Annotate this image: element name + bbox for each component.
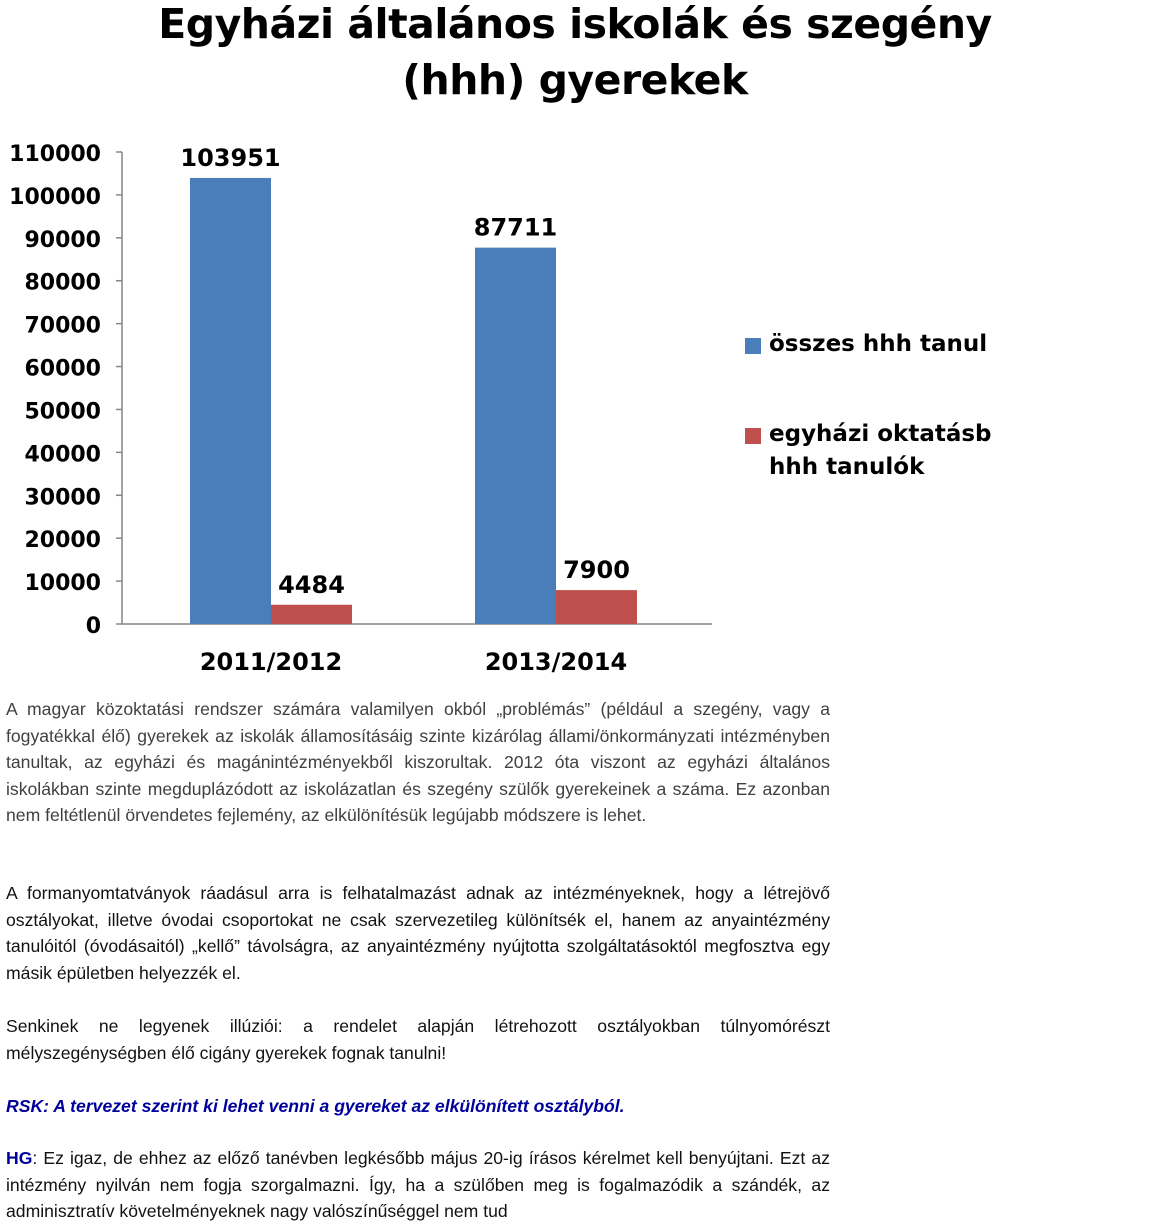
paragraph-intro-text: A magyar közoktatási rendszer számára valamilyen okból „problémás” (például a szegény, vagy a fogyatékkal élő) gyerekek az iskolák államosításáig szinte kizárólag állami/önkormányzati intézményben tanultak, az egyházi és magánintézményekből kiszorultak. 2012 óta viszont az egyházi általános iskolákban szinte megduplázódott az iskolázatlan és szegény szülők gyerekeinek a száma. Ez azonban nem feltétlenül örvendetes fejlemény, az elkülönítésük legújabb módszere is lehet. xyxy=(6,699,830,825)
paragraph-forms xyxy=(6,880,830,986)
y-tick-label: 90000 xyxy=(24,227,101,253)
paragraph-illusions xyxy=(6,1013,830,1066)
y-tick-label: 40000 xyxy=(24,442,101,468)
data-label: 7900 xyxy=(563,556,630,585)
y-tick-label: 10000 xyxy=(24,571,101,597)
speaker-hg: HG xyxy=(6,1148,33,1168)
legend-swatch-total xyxy=(745,338,761,354)
legend-item-total xyxy=(745,328,1069,361)
bar-total-0 xyxy=(190,178,271,624)
y-tick-label: 20000 xyxy=(24,528,101,554)
paragraph-forms-text: A formanyomtatványok ráadásul arra is felhatalmazást adnak az intézményeknek, hogy a létrejövő osztályokat, illetve óvodai csoportokat ne csak szervezetileg különítsék el, hanem az anyaintézmény tanulóitól (óvodásaitól) „kellő” távolságra, az anyaintézmény nyújtotta szolgáltatásoktól megfosztva egy másik épületben helyezzék el. xyxy=(6,883,830,983)
legend-item-church xyxy=(745,418,1069,484)
paragraph-hg-text xyxy=(6,1145,830,1225)
legend-swatch-church xyxy=(745,428,761,444)
x-category-label: 2013/2014 xyxy=(484,648,628,676)
y-tick-label: 0 xyxy=(85,614,101,639)
legend-label-church: egyházi oktatásb hhh tanulók xyxy=(769,421,992,480)
y-tick-label: 110000 xyxy=(9,142,101,167)
x-category-label: 2011/2012 xyxy=(199,648,343,676)
paragraph-intro xyxy=(6,696,830,829)
y-tick-label: 60000 xyxy=(24,356,101,382)
y-tick-label: 30000 xyxy=(24,485,101,511)
data-label: 87711 xyxy=(473,213,558,242)
paragraph-hg xyxy=(6,1145,830,1225)
bar-total-1 xyxy=(475,248,556,624)
paragraph-rsk xyxy=(6,1093,830,1120)
y-tick-label: 80000 xyxy=(24,270,101,296)
bar-church-1 xyxy=(556,590,637,624)
paragraph-hg-body: : Ez igaz, de ehhez az előző tanévben legkésőbb május 20-ig írásos kérelmet kell benyújtani. Ezt az intézmény nyilván nem fogja szorgalmazni. Így, ha a szülőben meg is fogalmazódik a szándék, az adminisztratív követelményeknek nagy valószínűséggel nem tud xyxy=(6,1148,830,1221)
y-tick-label: 70000 xyxy=(24,313,101,339)
chart-title-line1: Egyházi általános iskolák és szegény xyxy=(158,0,992,48)
paragraph-illusions-text: Senkinek ne legyenek illúziói: a rendelet alapján létrehozott osztályokban túlnyomórészt mélyszegénységben élő cigány gyerekek fognak tanulni! xyxy=(6,1016,830,1063)
chart-title-line2: (hhh) gyerekek xyxy=(402,56,748,104)
paragraph-rsk-text: RSK: A tervezet szerint ki lehet venni a gyereket az elkülönített osztályból. xyxy=(6,1096,625,1116)
y-tick-label: 50000 xyxy=(24,399,101,425)
x-axis-labels xyxy=(200,648,627,676)
bar-church-0 xyxy=(271,605,352,624)
y-tick-label: 100000 xyxy=(9,184,101,210)
data-label: 4484 xyxy=(278,570,345,599)
data-label: 103951 xyxy=(180,143,281,172)
legend-label-total: összes hhh tanul xyxy=(769,331,988,357)
